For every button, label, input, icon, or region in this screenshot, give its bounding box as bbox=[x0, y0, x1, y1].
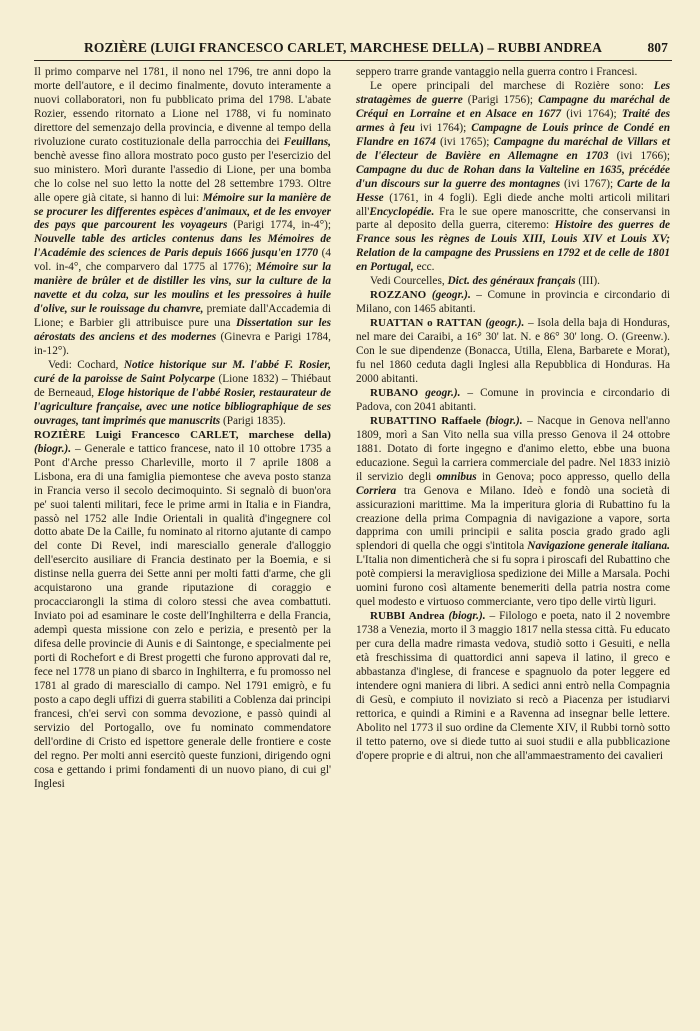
page-number: 807 bbox=[647, 40, 668, 55]
header-rule bbox=[34, 60, 672, 61]
running-title: ROZIÈRE (LUIGI FRANCESCO CARLET, MARCHESE DELLA) – RUBBI ANDREA bbox=[84, 40, 602, 55]
paragraph-roziere-works: Le opere principali del marchese di Rozière sono: Les stratagèmes de guerre (Parigi 1756); Campagne du maréchal de Créqui en Lorraine et en Alsace en 1677 (ivi 1764); Traité des armes à feu ivi 1764); Campagne de Louis prince de Condé en Flandre en 1674 (ivi 1765); Campagne du maréchal de Villars et de l'électeur de Bavière en Allemagne en 1703 (ivi 1766); Campagne du duc de Rohan dans la Valteline en 1635, précédée d'un discours sur la guerre des montagnes (ivi 1767); Carte de la Hesse (1761, in 4 fogli). Egli diede anche molti articoli militari all'Encyclopédie. Fra le sue opere manoscritte, che conservansi in parte al deposito della guerra, citeremo: Histoire des guerres de France sous les règnes de Louis XIII, Louis XIV et Louis XV; Relation de la campagne des Prussiens en 1792 et de celle de 1801 en Portugal, ecc. bbox=[356, 79, 671, 274]
entry-headword: RUBATTINO Raffaele bbox=[370, 414, 482, 427]
paragraph-roziere-references: Vedi Courcelles, Dict. des généraux français (III). bbox=[370, 275, 600, 288]
entry-rubattino: RUBATTINO Raffaele (biogr.). – Nacque in Genova nell'anno 1809, morì a San Vito nella sua villa presso Genova il 24 ottobre 1881. Dotato di forte ingegno e d'animo eletto, ebbe una buona educazione. Seguì la carriera commerciale del padre. Nel 1833 iniziò il servizio degli omnibus in Genova; poco appresso, quello della Corriera tra Genova e Milano. Ideò e fondò una società di assicurazioni marittime. Ma la imperitura gloria di Rubattino fu la creazione della prima Compagnia di navigazione a vapore, sorta dapprima con umili principii e salita poscia grado grado agli splendori di quella che oggi s'intitola Navigazione generale italiana. L'Italia non dimenticherà che si fu sopra i piroscafi del Rubattino che potè compiersi la meravigliosa spedizione dei Mille a Marsala. Pochi uomini furono così altamente benemeriti della patria nostra come quel modesto e virtuoso commerciante, vero tipo delle virtù liguri. bbox=[356, 414, 671, 609]
entry-rozzano: ROZZANO (geogr.). – Comune in provincia e circondario di Milano, con 1465 abitanti. bbox=[356, 289, 671, 316]
entry-headword: ROZIÈRE Luigi Francesco CARLET, marchese della) bbox=[34, 428, 331, 441]
entry-headword: ROZZANO bbox=[370, 289, 427, 302]
entry-headword: RUBBI Andrea bbox=[370, 610, 445, 623]
left-column bbox=[34, 66, 331, 792]
entry-rubbi: RUBBI Andrea (biogr.). – Filologo e poeta, nato il 2 novembre 1738 a Venezia, morto il 3 maggio 1817 nella stessa città. Fu educato per cura della madre rimasta vedova, studiò sotto i Gesuiti, e nella età freschissima di quattordici anni sapeva il latino, il greco e abbastanza d'inglese, di francese e spagnuolo da poter leggere ed intendere ogni maniera di libri. A sedici anni entrò nella Compagnia di Gesù, e compiuto il noviziato si recò a Piacenza per istudiarvi rettorica, e quindi a Rimini e a Ravenna ad insegnar belle lettere. Abolito nel 1773 il suo ordine da Clemente XIV, il Rubbi tornò sotto il tetto paterno, ove si diede tutto ai suoi studii e alla pubblicazione d'opere proprie e di altrui, non che all'ammaestramento dei cavalieri bbox=[356, 610, 670, 762]
entry-headword: RUBANO bbox=[370, 386, 419, 399]
entry-headword: RUATTAN o RATTAN bbox=[370, 317, 482, 330]
paragraph-roziere-continued: seppero trarre grande vantaggio nella guerra contro i Francesi. bbox=[356, 66, 638, 78]
paragraph-rozier-continued: Il primo comparve nel 1781, il nono nel 1796, tre anni dopo la morte dell'autore, e il decimo finalmente, dovuto interamente a nuovi collaboratori, non fu pubblicato prima del 1798. L'abate Rozier, essendo ritornato a Lione nel 1788, vi fu nominato direttore del semenzajo della provincia, e divenne al tempo della rivoluzione curato costituzionale della parrocchia dei Feuillans, benchè avesse fino allora mostrato poco gusto per l'esercizio del suo ministero. Morì durante l'assedio di Lione, per una bomba che lo colse nel suo letto la notte del 28 settembre 1793. Oltre alle opere già citate, si hanno di lui: Mémoire sur la manière de se procurer les differentes espèces d'animaux, et de les envoyer des pays que parcourent les voyageurs (Parigi 1774, in-4°); Nouvelle table des articles contenus dans les Mémoires de l'Académie des sciences de Paris depuis 1666 jusqu'en 1770 (4 vol. in-4°, che comparvero dal 1775 al 1776); Mémoire sur la manière de brûler et de distiller les vins, sur la culture de la navette et du colza, sur les moulins et les pressoires à huile d'olive, sur le rouissage du chanvre, premiate dall'Accademia di Lione; e Barbier gli attribuisce pure una Dissertation sur les aérostats des anciens et des modernes (Ginevra e Parigi 1784, in-12°). bbox=[34, 66, 332, 358]
entry-ruattan: RUATTAN o RATTAN (geogr.). – Isola della baja di Honduras, nel mare dei Caraibi, a 16° 30' lat. N. e 86° 30' long. O. (Greenw.). Con le sue dipendenze (Bonacca, Utilla, Elena, Barbarete e Morat), fu nel 1860 ceduta dagli Inglesi alla Repubblica di Honduras. Ha 2000 abitanti. bbox=[356, 317, 670, 385]
entry-rubano: RUBANO geogr.). – Comune in provincia e circondario di Padova, con 2041 abitanti. bbox=[356, 386, 670, 413]
entry-roziere: ROZIÈRE Luigi Francesco CARLET, marchese della) (biogr.). – Generale e tattico francese, nato il 10 ottobre 1735 a Pont d'Arche presso Charleville, morto il 7 aprile 1808 a Lisbona, era di una famiglia piemontese che aveva posto stanza in Francia verso il secolo decimoquinto. Si segnalò di buon'ora pe' suoi talenti militari, fece le prime armi in Italia e in Fiandra, passò nel 1752 alle Indie Orientali in qualità d'ingegnere col dotto abate De la Caille, fu nominato al ritorno ajutante di campo del conte Di Revel, indi maresciallo generale d'alloggio dell'esercito ausiliare di Francia destinato per la Boemia, e si distinse nella guerra dei Sette anni per molti fatti d'arme, che gli acquistarono una grande riputazione di coraggio e procacciarongli la stima di coloro stessi che avea combattuti. Inviato poi ad esaminare le coste dell'Inghilterra e della Francia, adempì questa missione con zelo e perizia, e presentò per la difesa delle provincie di Aunis e di Saintonge, e specialmente pei porti di Rochefort e di Brest progetti che furono approvati dal re, fece nel 1778 un piano di sbarco in Inghilterra, e fu promosso nel 1781 al grado di maresciallo di campo. Nel 1791 emigrò, e fu posto a capo degli uffizi di guerra stabiliti a Coblenza dai principi francesi, ch'ei servì con somma devozione, e passò quindi al servizio del Portogallo, ove fu nominato commendatore dell'ordine di Cristo ed ispettore generale delle frontiere e coste del regno. Per molti anni esercitò queste funzioni, dirigendo ogni cosa e gettando i primi fondamenti di un nuovo piano, di cui gl' Inglesi bbox=[34, 428, 331, 790]
paragraph-rozier-references: Vedi: Cochard, Notice historique sur M. l'abbé F. Rosier, curé de la paroisse de Saint Polycarpe (Lione 1832) – Thiébaut de Berneaud, Eloge historique de l'abbé Rosier, restaurateur de l'agriculture française, avec une notice bibliographique de ses ouvrages, tant imprimés que manuscrits (Parigi 1835). bbox=[34, 359, 332, 427]
right-column bbox=[356, 66, 670, 764]
running-header bbox=[34, 40, 672, 58]
